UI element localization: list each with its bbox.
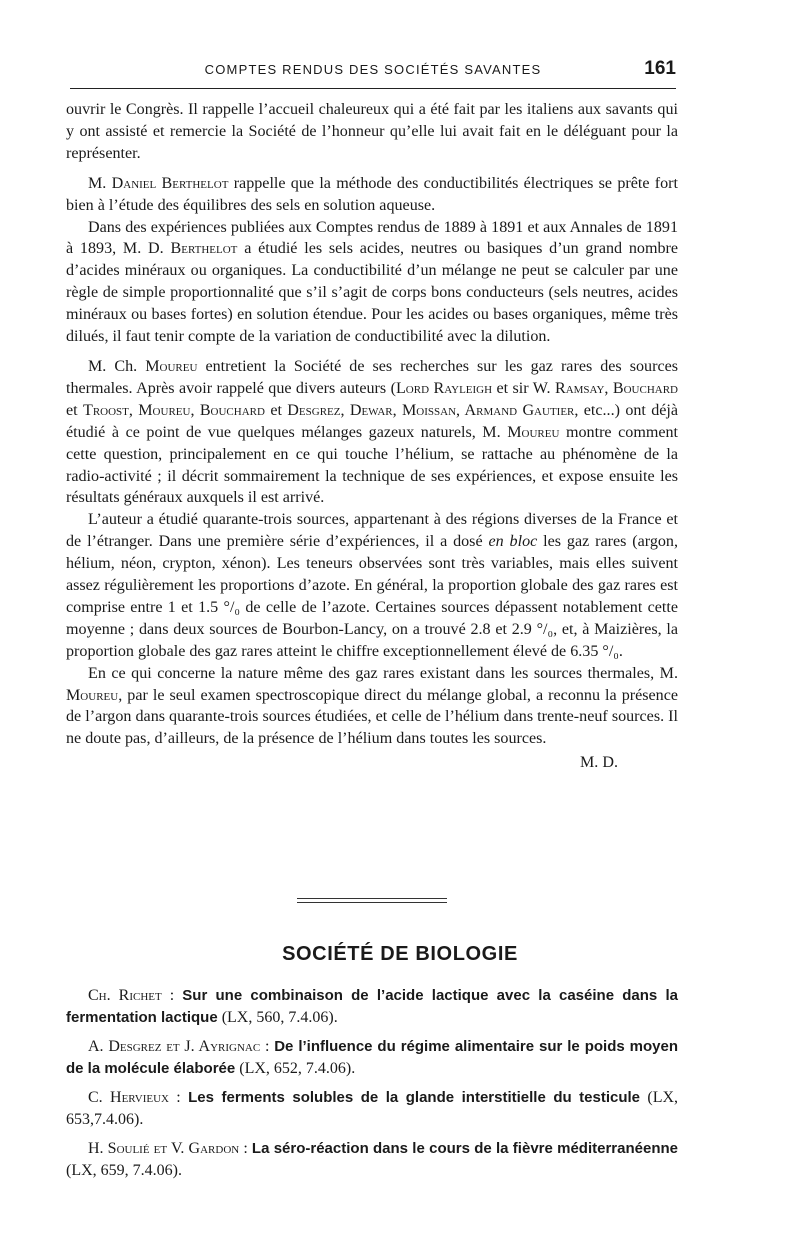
article-body [66,99,678,774]
paragraph-5 [66,509,678,662]
paragraph-2 [66,173,678,217]
paragraph-4 [66,356,678,509]
paragraph-text: et sir W. [496,379,551,397]
person-name: Ramsay, Bouchard [554,379,678,397]
author-signature: M. D. [579,754,618,772]
paragraph-1 [66,99,678,165]
entry-title: La séro-réaction dans le cours de la fièvre méditerranéenne [251,1140,678,1157]
list-item [66,1087,678,1130]
paragraph-text: les gaz rares (argon, hélium, néon, crypton, xénon). Les teneurs observées sont très variables, mais elles suivent assez régulièrement les proportions d’azote. En général, la proportion globale des gaz rares est comprise entre 1 et 1.5 °/₀ de celle de l’azote. Certaines sources dépassent notablement cette moyenne ; dans deux sources de Bourbon-Lancy, on a trouvé 2.8 et 2.9 °/₀, et, à Maizières, la proportion globale des gaz rares atteint le chiffre exceptionnellement élevé de 6.35 °/₀. [66,533,678,660]
person-name: Moureu [145,357,198,375]
paragraph-3 [66,217,678,348]
paragraph-text: etc...) ont déjà étudié à ce point de vue quelques mélanges gazeux naturels, M. [66,401,679,441]
paragraph-text: M. Ch. [88,357,138,375]
paragraph-text: rappelle que la méthode des conductibilités électriques se prête fort bien à l’étude des équilibres des sels en solution aqueuse. [66,174,678,214]
paragraph-text: a étudié les sels acides, neutres ou basiques d’un grand nombre d’acides minéraux ou organiques. La conductibilité d’un mélange ne peut se calculer par une règle de simple proportionnalité que s’il s’agit de corps bons conducteurs (sels neutres, acides minéraux ou bases fortes) en solution étendue. Pour les acides ou bases organiques, même très dilués, il faut tenir compte de la variation de conductibilité avec la dilution. [66,240,679,346]
entry-reference: (LX, 653,7.4.06). [66,1089,679,1128]
person-name: Berthelot [170,240,238,258]
paragraph-text: Dans des expériences publiées aux Comptes rendus de 1889 à 1891 et aux Annales de 1891 à 1893, M. D. [66,218,678,258]
entry-title: De l’influence du régime alimentaire sur le poids moyen de la molécule élaborée [66,1038,678,1077]
entry-reference: (LX, 659, 7.4.06). [66,1161,182,1179]
entry-title: Sur une combinaison de l’acide lactique avec la caséine dans la fermentation lactique [66,987,679,1026]
page-header [70,58,676,84]
entry-reference: (LX, 560, 7.4.06). [221,1008,338,1026]
paragraph-text: En ce qui concerne la nature même des gaz rares existant dans les sources thermales, M. [88,664,678,682]
person-name: Lord Rayleigh [395,379,493,397]
paragraph-text: et [66,401,78,419]
paragraph-text: entretient la Société de ses recherches sur les gaz rares des sources thermales. Après avoir rappelé que divers auteurs ( [66,357,678,397]
person-name: Desgrez, Dewar, Moissan, Armand Gautier, [287,401,579,419]
paragraph-text: montre comment cette question, principalement en ce qui touche l’hélium, se rattache au phénomène de la radio-activité ; il décrit sommairement la technique de ses expériences, et expose ensuite les résultats généraux auxquels il est arrivé. [66,423,679,507]
entry-authors: H. Soulié et V. Gardon : [88,1140,248,1157]
person-name: Daniel Berthelot [111,174,229,192]
paragraph-text: et [270,401,282,419]
header-rule [70,88,676,89]
section-separator [297,898,447,903]
paragraph-text: M. [88,174,107,192]
person-name: Troost, Moureu, Bouchard [82,401,265,419]
list-item [66,1036,678,1079]
entry-authors: C. Hervieux : [88,1089,181,1106]
entry-authors: A. Desgrez et J. Ayrignac : [88,1038,270,1055]
person-name: Moureu [507,423,560,441]
section-title: SOCIÉTÉ DE BIOLOGIE [282,943,518,965]
running-head: COMPTES RENDUS DES SOCIÉTÉS SAVANTES [204,62,542,77]
paragraph-6 [66,663,678,751]
person-name: Moureu [66,686,119,704]
paragraph-text: ouvrir le Congrès. Il rappelle l’accueil chaleureux qui a été fait par les italiens aux savants qui y ont assisté et remercie la Société de l’honneur qu’elle lui avait fait en le déléguant pour la représenter. [66,101,678,162]
entries-list [66,985,678,1189]
entry-title: Les ferments solubles de la glande interstitielle du testicule [188,1089,641,1106]
entry-reference: (LX, 652, 7.4.06). [239,1059,356,1077]
paragraph-text: , par le seul examen spectroscopique direct du mélange global, a reconnu la présence de l’argon dans quarante-trois sources étudiées, et celle de l’hélium dans trente-neuf sources. Il ne doute pas, d’ailleurs, de la présence de l’hélium dans toutes les sources. [66,686,678,748]
emphasis-text: en bloc [488,533,538,551]
page-number: 161 [644,58,676,79]
list-item [66,1138,678,1181]
entry-authors: Ch. Richet : [88,987,175,1004]
paragraph-text: L’auteur a étudié quarante-trois sources, appartenant à des régions diverses de la France et de l’étranger. Dans une première série d’expériences, il a dosé [66,511,678,551]
list-item [66,985,678,1028]
